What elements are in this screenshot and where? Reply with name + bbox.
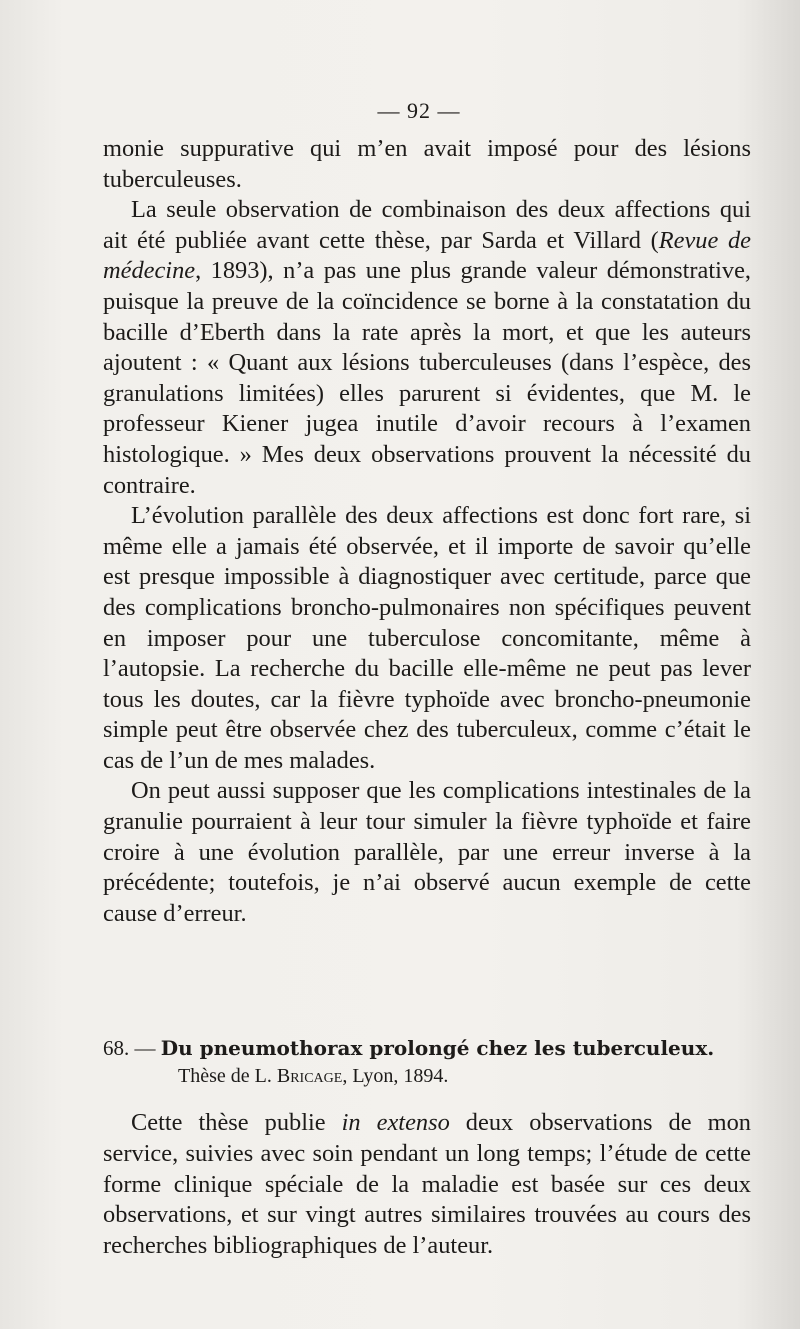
paragraph-5-part-a: Cette thèse publie	[131, 1109, 342, 1136]
paragraph-3: L’évolution parallèle des deux affections est donc fort rare, si même elle a jamais été observée, et il importe de savoir qu’elle est presque impossible à diagnostiquer avec certitude, parce que des complications broncho-pulmonaires non spécifiques peuvent en imposer pour une tuberculose concomitante, même à l’autopsie. La recherche du bacille elle-même ne peut pas lever tous les doutes, car la fièvre typhoïde avec broncho-pneumonie simple peut être observée chez des tuberculeux, comme c’était le cas de l’un de mes malades.	[103, 502, 751, 774]
bibliography-entry	[103, 1034, 763, 1090]
entry-number: 68. —	[103, 1036, 156, 1060]
entry-subtitle	[103, 1062, 763, 1090]
entry-title: Du pneumothorax prolongé chez les tuberculeux.	[160, 1036, 715, 1060]
entry-sub-suffix: , Lyon, 1894.	[342, 1065, 449, 1087]
paragraph-5-part-b: deux observations de mon service, suivies avec soin pendant un long temps; l’étude de cette forme clinique spéciale de la maladie est basée sur ces deux observations, et sur vingt autres similaires trouvées au cours des recherches bibliographiques de l’auteur.	[103, 1109, 751, 1260]
entry-author: Bricage	[276, 1065, 343, 1087]
entry-body	[103, 1108, 751, 1262]
journal-title: Revue de médecine	[103, 226, 751, 285]
entry-sub-prefix: Thèse de L.	[178, 1065, 272, 1087]
body-text	[103, 134, 751, 929]
paragraph-5	[103, 1108, 751, 1262]
paragraph-2-part-a: La seule observation de combinaison des deux affections qui ait été publiée avant cette thèse, par Sarda et Villard (	[103, 196, 751, 254]
paragraph-1: monie suppurative qui m’en avait imposé pour des lésions tuberculeuses.	[103, 135, 751, 193]
paragraph-4: On peut aussi supposer que les complications intestinales de la granulie pourraient à leur tour simuler la fièvre typhoïde et faire croire à une évolution parallèle, par une erreur inverse à la précédente; toutefois, je n’ai observé aucun exemple de cette cause d’erreur.	[103, 777, 751, 927]
paragraph-2-part-b: , 1893), n’a pas une plus grande valeur démonstrative, puisque la preuve de la coïncidence se borne à la constatation du bacille d’Eberth dans la rate après la mort, et que les auteurs ajoutent : « Quant aux lésions tuberculeuses (dans l’espèce, des granulations limitées) elles parurent si évidentes, que M. le professeur Kiener jugea inutile d’avoir recours à l’examen histologique. » Mes deux observations prouvent la nécessité du contraire.	[103, 257, 751, 499]
page-number: — 92 —	[377, 98, 461, 123]
paragraph-2	[103, 195, 751, 501]
paragraph-5-italic: in extenso	[341, 1109, 450, 1136]
